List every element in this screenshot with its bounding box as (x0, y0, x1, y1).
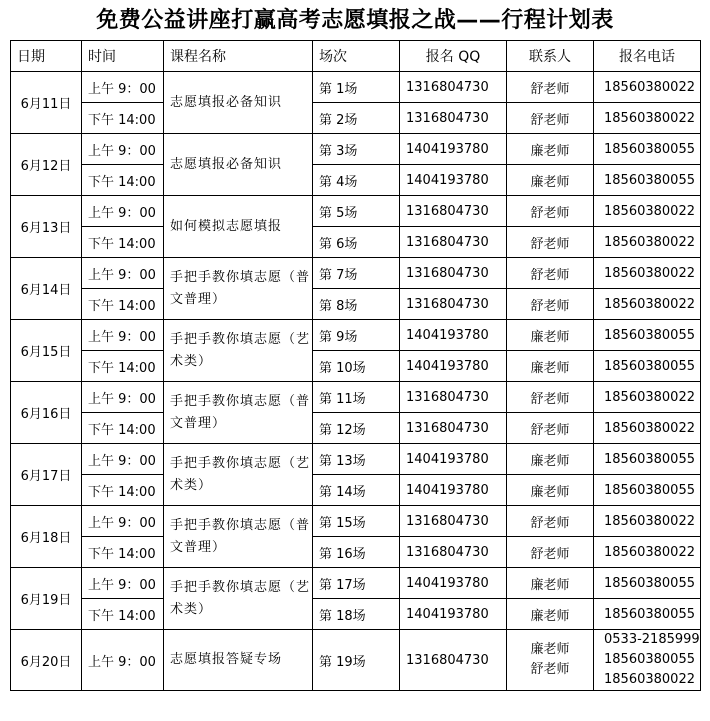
contact-cell: 舒老师 (507, 413, 594, 444)
time-cell: 上午 9：00 (82, 506, 164, 537)
table-row (11, 196, 701, 227)
session-cell: 第 7场 (313, 258, 400, 289)
page-title: 免费公益讲座打赢高考志愿填报之战——行程计划表 (96, 8, 614, 33)
phone-cell: 18560380022 (594, 413, 701, 444)
header-course: 课程名称 (164, 41, 313, 72)
qq-cell: 1316804730 (400, 289, 507, 320)
phone-number: 0533-2185999 (604, 632, 700, 647)
phone-cell: 18560380022 (594, 227, 701, 258)
table-row (11, 568, 701, 599)
qq-cell: 1404193780 (400, 351, 507, 382)
table-row (11, 413, 701, 444)
contact-name: 廉老师 (530, 642, 570, 657)
qq-cell: 1316804730 (400, 413, 507, 444)
contact-cell: 舒老师 (507, 227, 594, 258)
table-row (11, 537, 701, 568)
time-cell: 下午 14:00 (82, 413, 164, 444)
contact-cell: 舒老师 (507, 289, 594, 320)
header-contact: 联系人 (507, 41, 594, 72)
contact-cell: 廉老师 (507, 134, 594, 165)
session-cell: 第 8场 (313, 289, 400, 320)
contact-cell: 廉老师 (507, 351, 594, 382)
header-row (11, 41, 701, 72)
table-row (11, 134, 701, 165)
time-cell: 下午 14:00 (82, 289, 164, 320)
header-date: 日期 (11, 41, 82, 72)
phone-cell: 18560380055 (594, 599, 701, 630)
time-cell: 下午 14:00 (82, 227, 164, 258)
qq-cell: 1316804730 (400, 196, 507, 227)
session-cell: 第 17场 (313, 568, 400, 599)
phone-cell: 18560380022 (594, 506, 701, 537)
table-row (11, 258, 701, 289)
contact-cell: 舒老师 (507, 103, 594, 134)
phone-cell: 18560380022 (594, 289, 701, 320)
qq-cell: 1404193780 (400, 568, 507, 599)
session-cell: 第 9场 (313, 320, 400, 351)
time-cell: 上午 9：00 (82, 320, 164, 351)
phone-cell: 18560380055 (594, 351, 701, 382)
course-cell: 如何模拟志愿填报 (164, 196, 313, 258)
qq-cell: 1404193780 (400, 320, 507, 351)
time-cell: 下午 14:00 (82, 351, 164, 382)
qq-cell: 1316804730 (400, 103, 507, 134)
contact-cell: 舒老师 (507, 72, 594, 103)
session-cell: 第 12场 (313, 413, 400, 444)
qq-cell: 1404193780 (400, 165, 507, 196)
session-cell: 第 3场 (313, 134, 400, 165)
table-row (11, 475, 701, 506)
date-cell: 6月14日 (11, 258, 82, 320)
time-cell: 下午 14:00 (82, 475, 164, 506)
phone-cell: 18560380055 (594, 134, 701, 165)
course-cell: 手把手教你填志愿（普文普理） (164, 258, 313, 320)
qq-cell: 1404193780 (400, 444, 507, 475)
course-cell: 志愿填报必备知识 (164, 72, 313, 134)
session-cell: 第 15场 (313, 506, 400, 537)
qq-cell: 1316804730 (400, 506, 507, 537)
contact-cell: 舒老师 (507, 382, 594, 413)
phone-cell: 18560380055 (594, 444, 701, 475)
table-row (11, 289, 701, 320)
date-cell: 6月16日 (11, 382, 82, 444)
course-cell: 手把手教你填志愿（艺术类） (164, 568, 313, 630)
phone-number: 18560380055 (604, 652, 695, 667)
header-session: 场次 (313, 41, 400, 72)
phone-cell: 18560380055 (594, 165, 701, 196)
time-cell: 下午 14:00 (82, 165, 164, 196)
time-cell: 上午 9：00 (82, 258, 164, 289)
qq-cell: 1404193780 (400, 475, 507, 506)
date-cell: 6月13日 (11, 196, 82, 258)
time-cell: 上午 9：00 (82, 134, 164, 165)
contact-cell: 舒老师 (507, 258, 594, 289)
schedule-body (11, 72, 701, 691)
time-cell: 上午 9：00 (82, 444, 164, 475)
time-cell: 上午 9：00 (82, 196, 164, 227)
qq-cell: 1316804730 (400, 72, 507, 103)
phone-cell (594, 630, 701, 691)
course-cell: 志愿填报必备知识 (164, 134, 313, 196)
phone-cell: 18560380055 (594, 320, 701, 351)
time-cell: 上午 9：00 (82, 72, 164, 103)
session-cell: 第 5场 (313, 196, 400, 227)
qq-cell: 1316804730 (400, 630, 507, 691)
qq-cell: 1404193780 (400, 599, 507, 630)
phone-cell: 18560380022 (594, 258, 701, 289)
time-cell: 上午 9：00 (82, 382, 164, 413)
contact-cell: 廉老师 (507, 599, 594, 630)
table-row (11, 599, 701, 630)
qq-cell: 1316804730 (400, 537, 507, 568)
header-qq: 报名 QQ (400, 41, 507, 72)
date-cell: 6月11日 (11, 72, 82, 134)
course-cell: 手把手教你填志愿（艺术类） (164, 444, 313, 506)
phone-cell: 18560380022 (594, 103, 701, 134)
schedule-table (10, 40, 701, 691)
session-cell: 第 6场 (313, 227, 400, 258)
table-row (11, 227, 701, 258)
contact-cell: 廉老师 (507, 568, 594, 599)
session-cell: 第 4场 (313, 165, 400, 196)
contact-cell (507, 630, 594, 691)
phone-cell: 18560380055 (594, 568, 701, 599)
date-cell: 6月15日 (11, 320, 82, 382)
course-cell: 手把手教你填志愿（普文普理） (164, 382, 313, 444)
table-row (11, 351, 701, 382)
table-row (11, 103, 701, 134)
contact-cell: 舒老师 (507, 537, 594, 568)
phone-cell: 18560380022 (594, 196, 701, 227)
phone-number: 18560380022 (604, 672, 695, 687)
date-cell: 6月17日 (11, 444, 82, 506)
contact-name: 舒老师 (530, 662, 570, 677)
table-row (11, 382, 701, 413)
session-cell: 第 19场 (313, 630, 400, 691)
qq-cell: 1316804730 (400, 382, 507, 413)
session-cell: 第 10场 (313, 351, 400, 382)
time-cell: 上午 9：00 (82, 630, 164, 691)
phone-cell: 18560380022 (594, 537, 701, 568)
contact-cell: 舒老师 (507, 506, 594, 537)
time-cell: 下午 14:00 (82, 537, 164, 568)
date-cell: 6月20日 (11, 630, 82, 691)
qq-cell: 1316804730 (400, 227, 507, 258)
course-cell: 手把手教你填志愿（普文普理） (164, 506, 313, 568)
contact-cell: 廉老师 (507, 475, 594, 506)
table-row (11, 72, 701, 103)
phone-cell: 18560380022 (594, 72, 701, 103)
table-row (11, 506, 701, 537)
date-cell: 6月19日 (11, 568, 82, 630)
table-row (11, 165, 701, 196)
session-cell: 第 16场 (313, 537, 400, 568)
time-cell: 下午 14:00 (82, 599, 164, 630)
session-cell: 第 18场 (313, 599, 400, 630)
contact-cell: 廉老师 (507, 444, 594, 475)
time-cell: 下午 14:00 (82, 103, 164, 134)
session-cell: 第 2场 (313, 103, 400, 134)
contact-cell: 舒老师 (507, 196, 594, 227)
session-cell: 第 11场 (313, 382, 400, 413)
header-time: 时间 (82, 41, 164, 72)
course-cell: 志愿填报答疑专场 (164, 630, 313, 691)
table-row (11, 630, 701, 691)
course-cell: 手把手教你填志愿（艺术类） (164, 320, 313, 382)
contact-cell: 廉老师 (507, 320, 594, 351)
session-cell: 第 13场 (313, 444, 400, 475)
time-cell: 上午 9：00 (82, 568, 164, 599)
contact-cell: 廉老师 (507, 165, 594, 196)
table-row (11, 444, 701, 475)
header-phone: 报名电话 (594, 41, 701, 72)
date-cell: 6月12日 (11, 134, 82, 196)
qq-cell: 1316804730 (400, 258, 507, 289)
date-cell: 6月18日 (11, 506, 82, 568)
qq-cell: 1404193780 (400, 134, 507, 165)
table-row (11, 320, 701, 351)
phone-cell: 18560380022 (594, 382, 701, 413)
session-cell: 第 1场 (313, 72, 400, 103)
phone-cell: 18560380055 (594, 475, 701, 506)
session-cell: 第 14场 (313, 475, 400, 506)
